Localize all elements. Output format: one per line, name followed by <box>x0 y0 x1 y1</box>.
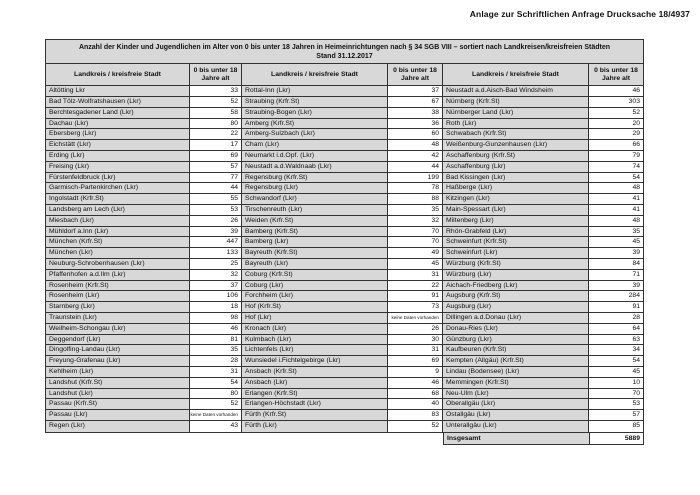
count-cell: 52 <box>190 97 242 108</box>
district-name-cell: Miesbach (Lkr) <box>46 216 190 227</box>
district-name-cell: Ebersberg (Lkr) <box>46 129 190 140</box>
district-name-cell: Kaufbeuren (Krfr.St) <box>443 345 589 356</box>
count-cell: 133 <box>190 248 242 259</box>
column-header-district: Landkreis / kreisfreie Stadt <box>443 64 589 86</box>
count-cell <box>190 410 242 421</box>
district-name-cell: Schweinfurt (Lkr) <box>443 248 589 259</box>
count-cell: 28 <box>589 313 643 324</box>
table-title-line1: Anzahl der Kinder und Jugendlichen im Alter von 0 bis unter 18 Jahren in Heimeinrichtungen nach § 34 SGB VIII – sortiert nach Landkreisen/kreisfreien Städten <box>78 43 611 51</box>
count-cell: 48 <box>388 140 443 151</box>
district-name-cell: Amberg (Krfr.St) <box>242 119 388 130</box>
district-name-cell: Cham (Lkr) <box>242 140 388 151</box>
count-cell: 45 <box>589 237 643 248</box>
district-name-cell: Bad Kissingen (Lkr) <box>443 173 589 184</box>
district-name-cell: Pfaffenhofen a.d.Ilm (Lkr) <box>46 270 190 281</box>
district-name-cell: Traunstein (Lkr) <box>46 313 190 324</box>
district-name-cell: Ingolstadt (Krfr.St) <box>46 194 190 205</box>
total-value: 5889 <box>590 433 643 445</box>
count-cell: 49 <box>388 248 443 259</box>
count-cell: 31 <box>388 270 443 281</box>
count-cell: 57 <box>589 410 643 421</box>
district-name-cell: Altötting Lkr <box>46 86 190 97</box>
count-cell: 85 <box>589 421 643 432</box>
count-cell: 52 <box>190 399 242 410</box>
district-name-cell: Dingolfing-Landau (Lkr) <box>46 345 190 356</box>
count-cell: 91 <box>388 291 443 302</box>
count-cell: 41 <box>589 205 643 216</box>
count-cell: 63 <box>589 335 643 346</box>
district-name-cell: Neuburg-Schrobenhausen (Lkr) <box>46 259 190 270</box>
district-name-cell: Passau (Krfr.St) <box>46 399 190 410</box>
district-name-cell: Unterallgäu (Lkr) <box>443 421 589 432</box>
district-name-cell: Würzburg (Krfr.St) <box>443 259 589 270</box>
count-cell: 66 <box>589 140 643 151</box>
count-cell: 79 <box>589 151 643 162</box>
count-cell: 284 <box>589 291 643 302</box>
count-cell: 44 <box>388 162 443 173</box>
column-header-district: Landkreis / kreisfreie Stadt <box>242 64 388 86</box>
district-name-cell: Landsberg am Lech (Lkr) <box>46 205 190 216</box>
count-cell: 54 <box>190 378 242 389</box>
district-name-cell: Regen (Lkr) <box>46 421 190 432</box>
district-name-cell: Aschaffenburg (Krfr.St) <box>443 151 589 162</box>
count-cell: 88 <box>388 194 443 205</box>
count-cell: 30 <box>388 335 443 346</box>
count-cell: 69 <box>388 356 443 367</box>
district-name-cell: Coburg (Lkr) <box>242 281 388 292</box>
district-name-cell: Rosenheim (Krfr.St) <box>46 281 190 292</box>
no-data-note: keine Daten vorhanden <box>190 412 238 418</box>
count-cell: 43 <box>190 421 242 432</box>
district-name-cell: Landshut (Lkr) <box>46 389 190 400</box>
district-name-cell: Rhön-Grabfeld (Lkr) <box>443 227 589 238</box>
no-data-note: keine Daten vorhanden <box>391 314 439 320</box>
count-cell: 31 <box>190 367 242 378</box>
district-name-cell: Kronach (Lkr) <box>242 324 388 335</box>
count-cell: 67 <box>388 97 443 108</box>
district-name-cell: Augsburg (Lkr) <box>443 302 589 313</box>
district-name-cell: Berchtesgadener Land (Lkr) <box>46 108 190 119</box>
district-name-cell: Donau-Ries (Lkr) <box>443 324 589 335</box>
count-cell: 48 <box>589 183 643 194</box>
count-cell: 77 <box>190 173 242 184</box>
district-name-cell: Starnberg (Lkr) <box>46 302 190 313</box>
district-name-cell: Nürnberger Land (Lkr) <box>443 108 589 119</box>
count-cell <box>388 313 443 324</box>
district-name-cell: Neu-Ulm (Lkr) <box>443 389 589 400</box>
count-cell: 41 <box>589 194 643 205</box>
district-name-cell: Bayreuth (Lkr) <box>242 259 388 270</box>
district-name-cell: Haßberge (Lkr) <box>443 183 589 194</box>
district-name-cell: Dachau (Lkr) <box>46 119 190 130</box>
count-cell: 45 <box>388 259 443 270</box>
count-cell: 303 <box>589 97 643 108</box>
count-cell: 26 <box>388 324 443 335</box>
count-cell: 69 <box>190 151 242 162</box>
count-cell: 29 <box>589 129 643 140</box>
district-name-cell: Straubing (Krfr.St) <box>242 97 388 108</box>
count-cell: 40 <box>388 399 443 410</box>
count-cell: 64 <box>589 324 643 335</box>
count-cell: 28 <box>190 356 242 367</box>
district-name-cell: Passau (Lkr) <box>46 410 190 421</box>
district-name-cell: Bamberg (Lkr) <box>242 237 388 248</box>
data-table <box>45 39 644 445</box>
district-name-cell: Rosenheim (Lkr) <box>46 291 190 302</box>
district-name-cell: Erlangen (Krfr.St) <box>242 389 388 400</box>
count-cell: 42 <box>388 151 443 162</box>
district-name-cell: Deggendorf (Lkr) <box>46 335 190 346</box>
count-cell: 35 <box>190 345 242 356</box>
district-name-cell: Bad Tölz-Wolfratshausen (Lkr) <box>46 97 190 108</box>
district-name-cell: Weilheim-Schongau (Lkr) <box>46 324 190 335</box>
district-name-cell: Ansbach (Krfr.St) <box>242 367 388 378</box>
district-name-cell: München (Lkr) <box>46 248 190 259</box>
table-upper <box>45 39 644 433</box>
district-name-cell: Hof (Krfr.St) <box>242 302 388 313</box>
table-title <box>46 40 643 64</box>
district-name-cell: Kehlheim (Lkr) <box>46 367 190 378</box>
count-cell: 53 <box>589 399 643 410</box>
district-name-cell: Freyung-Grafenau (Lkr) <box>46 356 190 367</box>
district-name-cell: Günzburg (Lkr) <box>443 335 589 346</box>
district-name-cell: Schwabach (Krfr.St) <box>443 129 589 140</box>
count-cell: 91 <box>589 302 643 313</box>
count-cell: 32 <box>388 216 443 227</box>
count-cell: 52 <box>388 421 443 432</box>
count-cell: 46 <box>589 86 643 97</box>
total-row <box>443 433 644 446</box>
district-name-cell: Kitzingen (Lkr) <box>443 194 589 205</box>
count-cell: 48 <box>589 216 643 227</box>
district-name-cell: Roth (Lkr) <box>443 119 589 130</box>
district-name-cell: Forchheim (Lkr) <box>242 291 388 302</box>
district-name-cell: Schweinfurt (Krfr.St) <box>443 237 589 248</box>
column-header-count: 0 bis unter 18 Jahre alt <box>190 64 242 86</box>
count-cell: 10 <box>589 378 643 389</box>
count-cell: 45 <box>589 367 643 378</box>
count-cell: 17 <box>190 140 242 151</box>
district-name-cell: Straubing-Bogen (Lkr) <box>242 108 388 119</box>
district-name-cell: Bamberg (Krfr.St) <box>242 227 388 238</box>
count-cell: 20 <box>589 119 643 130</box>
count-cell: 55 <box>190 194 242 205</box>
page-header: Anlage zur Schriftlichen Anfrage Drucksache 18/4937 <box>469 9 690 19</box>
district-name-cell: Erding (Lkr) <box>46 151 190 162</box>
district-name-cell: Oberallgäu (Lkr) <box>443 399 589 410</box>
count-cell: 80 <box>190 389 242 400</box>
count-cell: 58 <box>190 108 242 119</box>
district-name-cell: München (Krfr.St) <box>46 237 190 248</box>
district-name-cell: Kulmbach (Lkr) <box>242 335 388 346</box>
district-name-cell: Lichtenfels (Lkr) <box>242 345 388 356</box>
district-name-cell: Lindau (Bodensee) (Lkr) <box>443 367 589 378</box>
count-cell: 73 <box>388 302 443 313</box>
district-name-cell: Ansbach (Lkr) <box>242 378 388 389</box>
count-cell: 54 <box>589 356 643 367</box>
count-cell: 35 <box>589 227 643 238</box>
count-cell: 35 <box>388 205 443 216</box>
district-name-cell: Freising (Lkr) <box>46 162 190 173</box>
count-cell: 447 <box>190 237 242 248</box>
district-name-cell: Fürth (Lkr) <box>242 421 388 432</box>
count-cell: 80 <box>190 119 242 130</box>
count-cell: 46 <box>190 324 242 335</box>
count-cell: 68 <box>388 389 443 400</box>
district-name-cell: Würzburg (Lkr) <box>443 270 589 281</box>
district-name-cell: Amberg-Sulzbach (Lkr) <box>242 129 388 140</box>
district-name-cell: Rottal-Inn (Lkr) <box>242 86 388 97</box>
count-cell: 70 <box>388 227 443 238</box>
district-name-cell: Kempten (Allgäu) (Krfr.St) <box>443 356 589 367</box>
count-cell: 84 <box>589 259 643 270</box>
table-body <box>46 86 643 432</box>
count-cell: 44 <box>190 183 242 194</box>
count-cell: 70 <box>589 389 643 400</box>
district-name-cell: Aichach-Friedberg (Lkr) <box>443 281 589 292</box>
district-name-cell: Eichstätt (Lkr) <box>46 140 190 151</box>
count-cell: 37 <box>190 281 242 292</box>
district-name-cell: Bayreuth (Krfr.St) <box>242 248 388 259</box>
count-cell: 39 <box>190 227 242 238</box>
count-cell: 39 <box>589 248 643 259</box>
column-header-count: 0 bis unter 18 Jahre alt <box>388 64 443 86</box>
count-cell: 22 <box>388 281 443 292</box>
count-cell: 106 <box>190 291 242 302</box>
count-cell: 98 <box>190 313 242 324</box>
count-cell: 60 <box>388 129 443 140</box>
district-name-cell: Regensburg (Krfr.St) <box>242 173 388 184</box>
district-name-cell: Coburg (Krfr.St) <box>242 270 388 281</box>
count-cell: 31 <box>388 345 443 356</box>
table-header-row <box>46 64 643 86</box>
count-cell: 34 <box>589 345 643 356</box>
district-name-cell: Tirschenreuth (Lkr) <box>242 205 388 216</box>
district-name-cell: Augsburg (Krfr.St) <box>443 291 589 302</box>
district-name-cell: Schwandorf (Lkr) <box>242 194 388 205</box>
count-cell: 37 <box>388 86 443 97</box>
count-cell: 78 <box>388 183 443 194</box>
total-label: Insgesamt <box>444 433 590 445</box>
count-cell: 53 <box>190 205 242 216</box>
count-cell: 38 <box>388 108 443 119</box>
district-name-cell: Wunsiedel i.Fichtelgebirge (Lkr) <box>242 356 388 367</box>
count-cell: 57 <box>190 162 242 173</box>
count-cell: 32 <box>190 270 242 281</box>
count-cell: 46 <box>388 378 443 389</box>
count-cell: 52 <box>589 108 643 119</box>
count-cell: 70 <box>388 237 443 248</box>
district-name-cell: Mühldorf a.Inn (Lkr) <box>46 227 190 238</box>
district-name-cell: Neustadt a.d.Aisch-Bad Windsheim <box>443 86 589 97</box>
count-cell: 81 <box>190 335 242 346</box>
district-name-cell: Regensburg (Lkr) <box>242 183 388 194</box>
column-header-district: Landkreis / kreisfreie Stadt <box>46 64 190 86</box>
count-cell: 36 <box>388 119 443 130</box>
district-name-cell: Landshut (Krfr.St) <box>46 378 190 389</box>
count-cell: 25 <box>190 259 242 270</box>
count-cell: 18 <box>190 302 242 313</box>
district-name-cell: Ostallgäu (Lkr) <box>443 410 589 421</box>
district-name-cell: Main-Spessart (Lkr) <box>443 205 589 216</box>
district-name-cell: Weißenburg-Gunzenhausen (Lkr) <box>443 140 589 151</box>
district-name-cell: Memmingen (Krfr.St) <box>443 378 589 389</box>
count-cell: 74 <box>589 162 643 173</box>
district-name-cell: Nürnberg (Krfr.St) <box>443 97 589 108</box>
district-name-cell: Neustadt a.d.Waldnaab (Lkr) <box>242 162 388 173</box>
district-name-cell: Fürstenfeldbruck (Lkr) <box>46 173 190 184</box>
district-name-cell: Aschaffenburg (Lkr) <box>443 162 589 173</box>
count-cell: 22 <box>190 129 242 140</box>
count-cell: 54 <box>589 173 643 184</box>
column-header-count: 0 bis unter 18 Jahre alt <box>589 64 643 86</box>
district-name-cell: Erlangen-Höchstadt (Lkr) <box>242 399 388 410</box>
count-cell: 26 <box>190 216 242 227</box>
district-name-cell: Garmisch-Partenkirchen (Lkr) <box>46 183 190 194</box>
count-cell: 33 <box>190 86 242 97</box>
table-title-line2: Stand 31.12.2017 <box>316 52 373 60</box>
count-cell: 83 <box>388 410 443 421</box>
district-name-cell: Dillingen a.d.Donau (Lkr) <box>443 313 589 324</box>
district-name-cell: Neumarkt i.d.Opf. (Lkr) <box>242 151 388 162</box>
count-cell: 9 <box>388 367 443 378</box>
district-name-cell: Weiden (Krfr.St) <box>242 216 388 227</box>
district-name-cell: Fürth (Krfr.St) <box>242 410 388 421</box>
count-cell: 199 <box>388 173 443 184</box>
district-name-cell: Miltenberg (Lkr) <box>443 216 589 227</box>
count-cell: 71 <box>589 270 643 281</box>
district-name-cell: Hof (Lkr) <box>242 313 388 324</box>
count-cell: 39 <box>589 281 643 292</box>
